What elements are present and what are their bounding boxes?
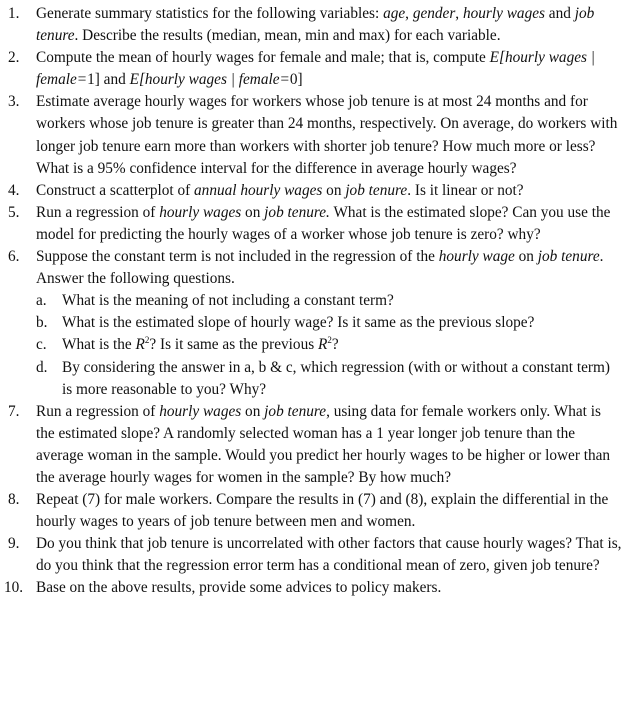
question-text (36, 182, 524, 199)
question-text (36, 535, 622, 574)
question-text (36, 403, 610, 486)
italic-term: hourly wages (159, 203, 242, 221)
question-text (36, 248, 603, 287)
sub-question-label: c. (36, 336, 47, 354)
question-8 (0, 489, 628, 533)
question-3 (0, 91, 628, 179)
italic-term: R (135, 336, 145, 354)
italic-term: E[hourly wages | female= (36, 49, 596, 89)
question-text (36, 491, 608, 530)
text-run: Repeat (7) for male workers. Compare the results in (7) and (8), explain the differential in the hourly wages to years of job tenure between men and women. (36, 491, 609, 531)
italic-term: gender (412, 5, 456, 22)
text-run: What is the (62, 336, 136, 354)
text-run: Suppose the constant term is not included in the regression of the (36, 248, 439, 266)
italic-term: R (318, 336, 328, 354)
text-run: on (241, 402, 265, 420)
question-number: 5. (8, 203, 20, 221)
question-6 (0, 246, 628, 290)
italic-term: hourly wages (159, 402, 242, 420)
italic-term: job tenure (264, 402, 327, 420)
question-number: 2. (8, 49, 20, 67)
text-run: ? Is it same as the previous (149, 336, 319, 354)
sub-question-text (62, 359, 610, 398)
italic-term: job tenure (537, 248, 600, 266)
superscript: 2 (144, 335, 150, 346)
sub-question-6c (0, 334, 628, 356)
italic-term: age (383, 5, 406, 22)
sub-question-label: d. (36, 358, 48, 376)
question-number: 7. (8, 402, 20, 420)
italic-term: annual hourly wages (194, 181, 323, 199)
question-5 (0, 202, 628, 246)
sub-question-label: b. (36, 314, 48, 332)
text-run: . Describe the results (median, mean, min and max) for each variable. (74, 27, 501, 45)
superscript: 2 (327, 335, 332, 346)
question-text (36, 49, 595, 88)
question-text (36, 204, 610, 243)
sub-question-label: a. (36, 292, 47, 310)
question-number: 1. (8, 5, 20, 22)
question-9 (0, 533, 628, 577)
text-run: By considering the answer in a, b & c, which regression (with or without a constant term) is more reasonable to you? Why? (62, 358, 611, 398)
text-run: What is the estimated slope of hourly wage? Is it same as the previous slope? (62, 314, 535, 332)
text-run: Construct a scatterplot of (36, 181, 195, 199)
question-text (36, 579, 441, 596)
question-1 (0, 3, 628, 47)
text-run: on (322, 181, 346, 199)
text-run: What is the estimated slope? Can you use the model for predicting the hourly wages of a worker whose job tenure is zero? why? (36, 203, 611, 243)
text-run: Do you think that job tenure is uncorrelated with other factors that cause hourly wages? That is, do you think that the regression error term has a conditional mean of zero, given job tenure? (36, 535, 622, 575)
question-number: 3. (8, 93, 20, 111)
question-text (36, 5, 594, 44)
text-run: on (241, 203, 265, 221)
italic-term: job tenure (345, 181, 408, 199)
question-4 (0, 180, 628, 202)
text-run: 0] (289, 71, 303, 89)
text-run: 1] and (87, 71, 130, 89)
sub-question-text (62, 314, 534, 331)
text-run: . Answer the following questions. (36, 248, 604, 288)
text-run: Run a regression of (36, 203, 160, 221)
question-text (36, 93, 617, 176)
question-number: 4. (8, 181, 20, 199)
text-run: and (544, 5, 575, 22)
text-run: on (514, 248, 538, 266)
italic-term: hourly wages (462, 5, 545, 22)
italic-term: job tenure (36, 5, 595, 45)
sub-question-text (62, 336, 339, 353)
question-number: 10. (4, 579, 24, 597)
text-run: , (405, 5, 413, 22)
question-10 (0, 577, 628, 599)
question-7 (0, 401, 628, 489)
sub-question-6d (0, 357, 628, 401)
text-run: , (455, 5, 463, 22)
sub-question-6a (0, 290, 628, 312)
question-number: 9. (8, 535, 20, 553)
text-run: Compute the mean of hourly wages for female and male; that is, compute (36, 49, 490, 67)
italic-term: E[hourly wages | female= (129, 71, 290, 89)
text-run: Run a regression of (36, 402, 160, 420)
question-2 (0, 47, 628, 91)
italic-term: job tenure. (264, 203, 330, 221)
text-run: . Is it linear or not? (407, 181, 524, 199)
question-number: 6. (8, 248, 20, 266)
question-number: 8. (8, 491, 20, 509)
italic-term: hourly wage (438, 248, 515, 266)
text-run: Generate summary statistics for the following variables: (36, 5, 384, 22)
text-run: Base on the above results, provide some advices to policy makers. (36, 579, 442, 597)
text-run: What is the meaning of not including a constant term? (62, 292, 394, 310)
text-run: , using data for female workers only. What is the estimated slope? A randomly selected woman has a 1 year longer job tenure than the average woman in the sample. Would you predict her hourly wages to be higher or lower than the average hourly wages for women in the sample? By how much? (36, 402, 611, 486)
text-run: ? (331, 336, 339, 354)
sub-question-6b (0, 312, 628, 334)
sub-question-text (62, 292, 394, 309)
text-run: Estimate average hourly wages for workers whose job tenure is at most 24 months and for workers whose job tenure is greater than 24 months, respectively. On average, do workers with longer job tenure earn more than workers with shorter job tenure? How much more or less? What is a 95% confidence interval for the difference in average hourly wages? (36, 93, 618, 177)
